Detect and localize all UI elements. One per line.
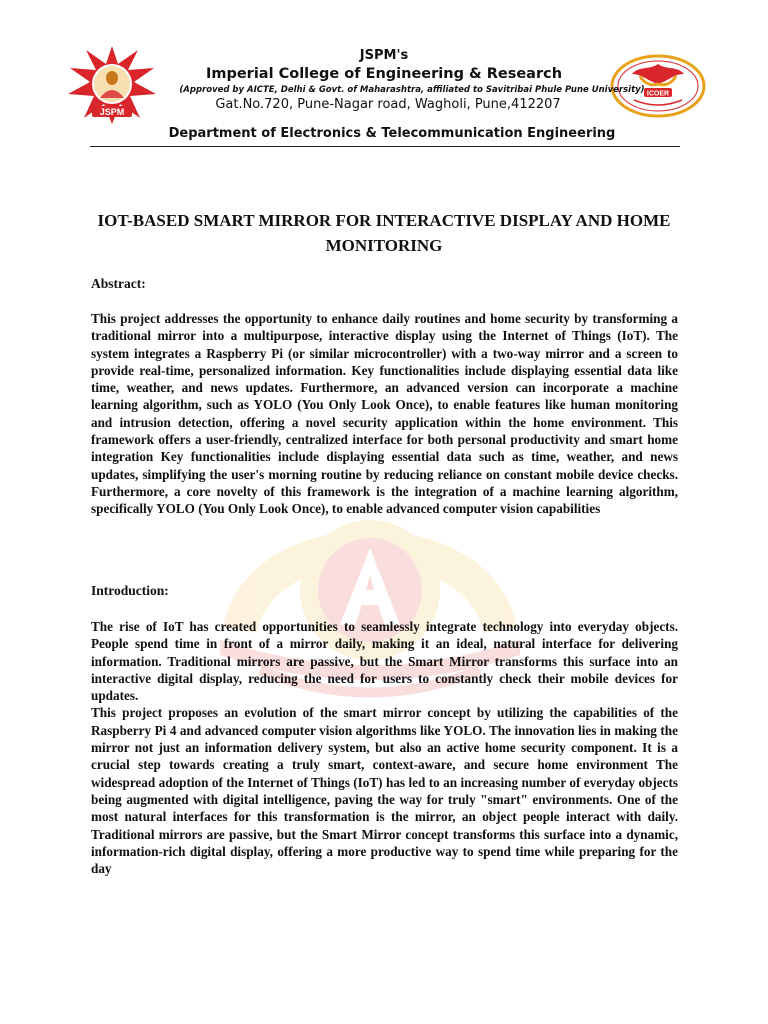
approval-note: (Approved by AICTE, Delhi & Govt. of Maharashtra, affiliated to Savitribai Phule Pune University): [179, 85, 645, 95]
college-address: Gat.No.720, Pune-Nagar road, Wagholi, Pune,412207: [215, 97, 561, 112]
jspm-logo-text: JSPM: [99, 107, 125, 117]
abstract-text: [91, 310, 678, 518]
introduction-text: [91, 618, 678, 877]
introduction-paragraph-2: This project proposes an evolution of the smart mirror concept by utilizing the capabilities of the Raspberry Pi 4 and advanced computer vision algorithms like YOLO. The innovation lies in making the mirror not just an information delivery system, but also an active home security component. It is a crucial step towards creating a truly smart, context-aware, and secure home environment The widespread adoption of the Internet of Things (IoT) has led to an increasing number of everyday objects being augmented with digital intelligence, paving the way for truly "smart" environments. One of the most natural interfaces for this transformation is the mirror, an object people interact with daily. Traditional mirrors are passive, but the Smart Mirror concept transforms this surface into a dynamic, information-rich digital display, offering a more productive way to spend time while preparing for the day: [91, 705, 678, 877]
introduction-heading: Introduction:: [91, 583, 169, 598]
icoer-logo-text: ICOER: [646, 90, 670, 98]
introduction-paragraph-1: The rise of IoT has created opportunities to seamlessly integrate technology into everyday objects. People spend time in front of a mirror daily, making it an ideal, natural interface for delivering information. Traditional mirrors are passive, but the Smart Mirror transforms this surface into an interactive digital display, reducing the need for users to constantly check their mobile devices for updates.: [91, 619, 678, 704]
header-divider: [90, 146, 680, 147]
org-name: JSPM's: [359, 48, 409, 63]
department-name: Department of Electronics & Telecommunication Engineering: [168, 126, 616, 141]
college-name: Imperial College of Engineering & Research: [205, 66, 563, 82]
paper-title: IOT-BASED SMART MIRROR FOR INTERACTIVE DISPLAY AND HOME MONITORING: [97, 211, 671, 255]
abstract-paragraph: This project addresses the opportunity to enhance daily routines and home security by transforming a traditional mirror into a multipurpose, interactive display using the Internet of Things (IoT). The system integrates a Raspberry Pi (or similar microcontroller) with a two-way mirror and a screen to provide real-time, personalized information. Key functionalities include displaying essential data like time, weather, and news updates. Furthermore, an advanced version can incorporate a machine learning algorithm, such as YOLO (You Only Look Once), to enable features like human monitoring and intrusion detection, offering a novel security application within the home environment. This framework offers a user-friendly, centralized interface for both personal productivity and smart home integration Key functionalities include displaying essential data such as time, weather, and news updates, simplifying the user's morning routine by reducing reliance on constant mobile device checks. Furthermore, a core novelty of this framework is the integration of a machine learning algorithm, specifically YOLO (You Only Look Once), to enable advanced computer vision capabilities: [91, 311, 678, 517]
abstract-heading: Abstract:: [91, 276, 146, 291]
